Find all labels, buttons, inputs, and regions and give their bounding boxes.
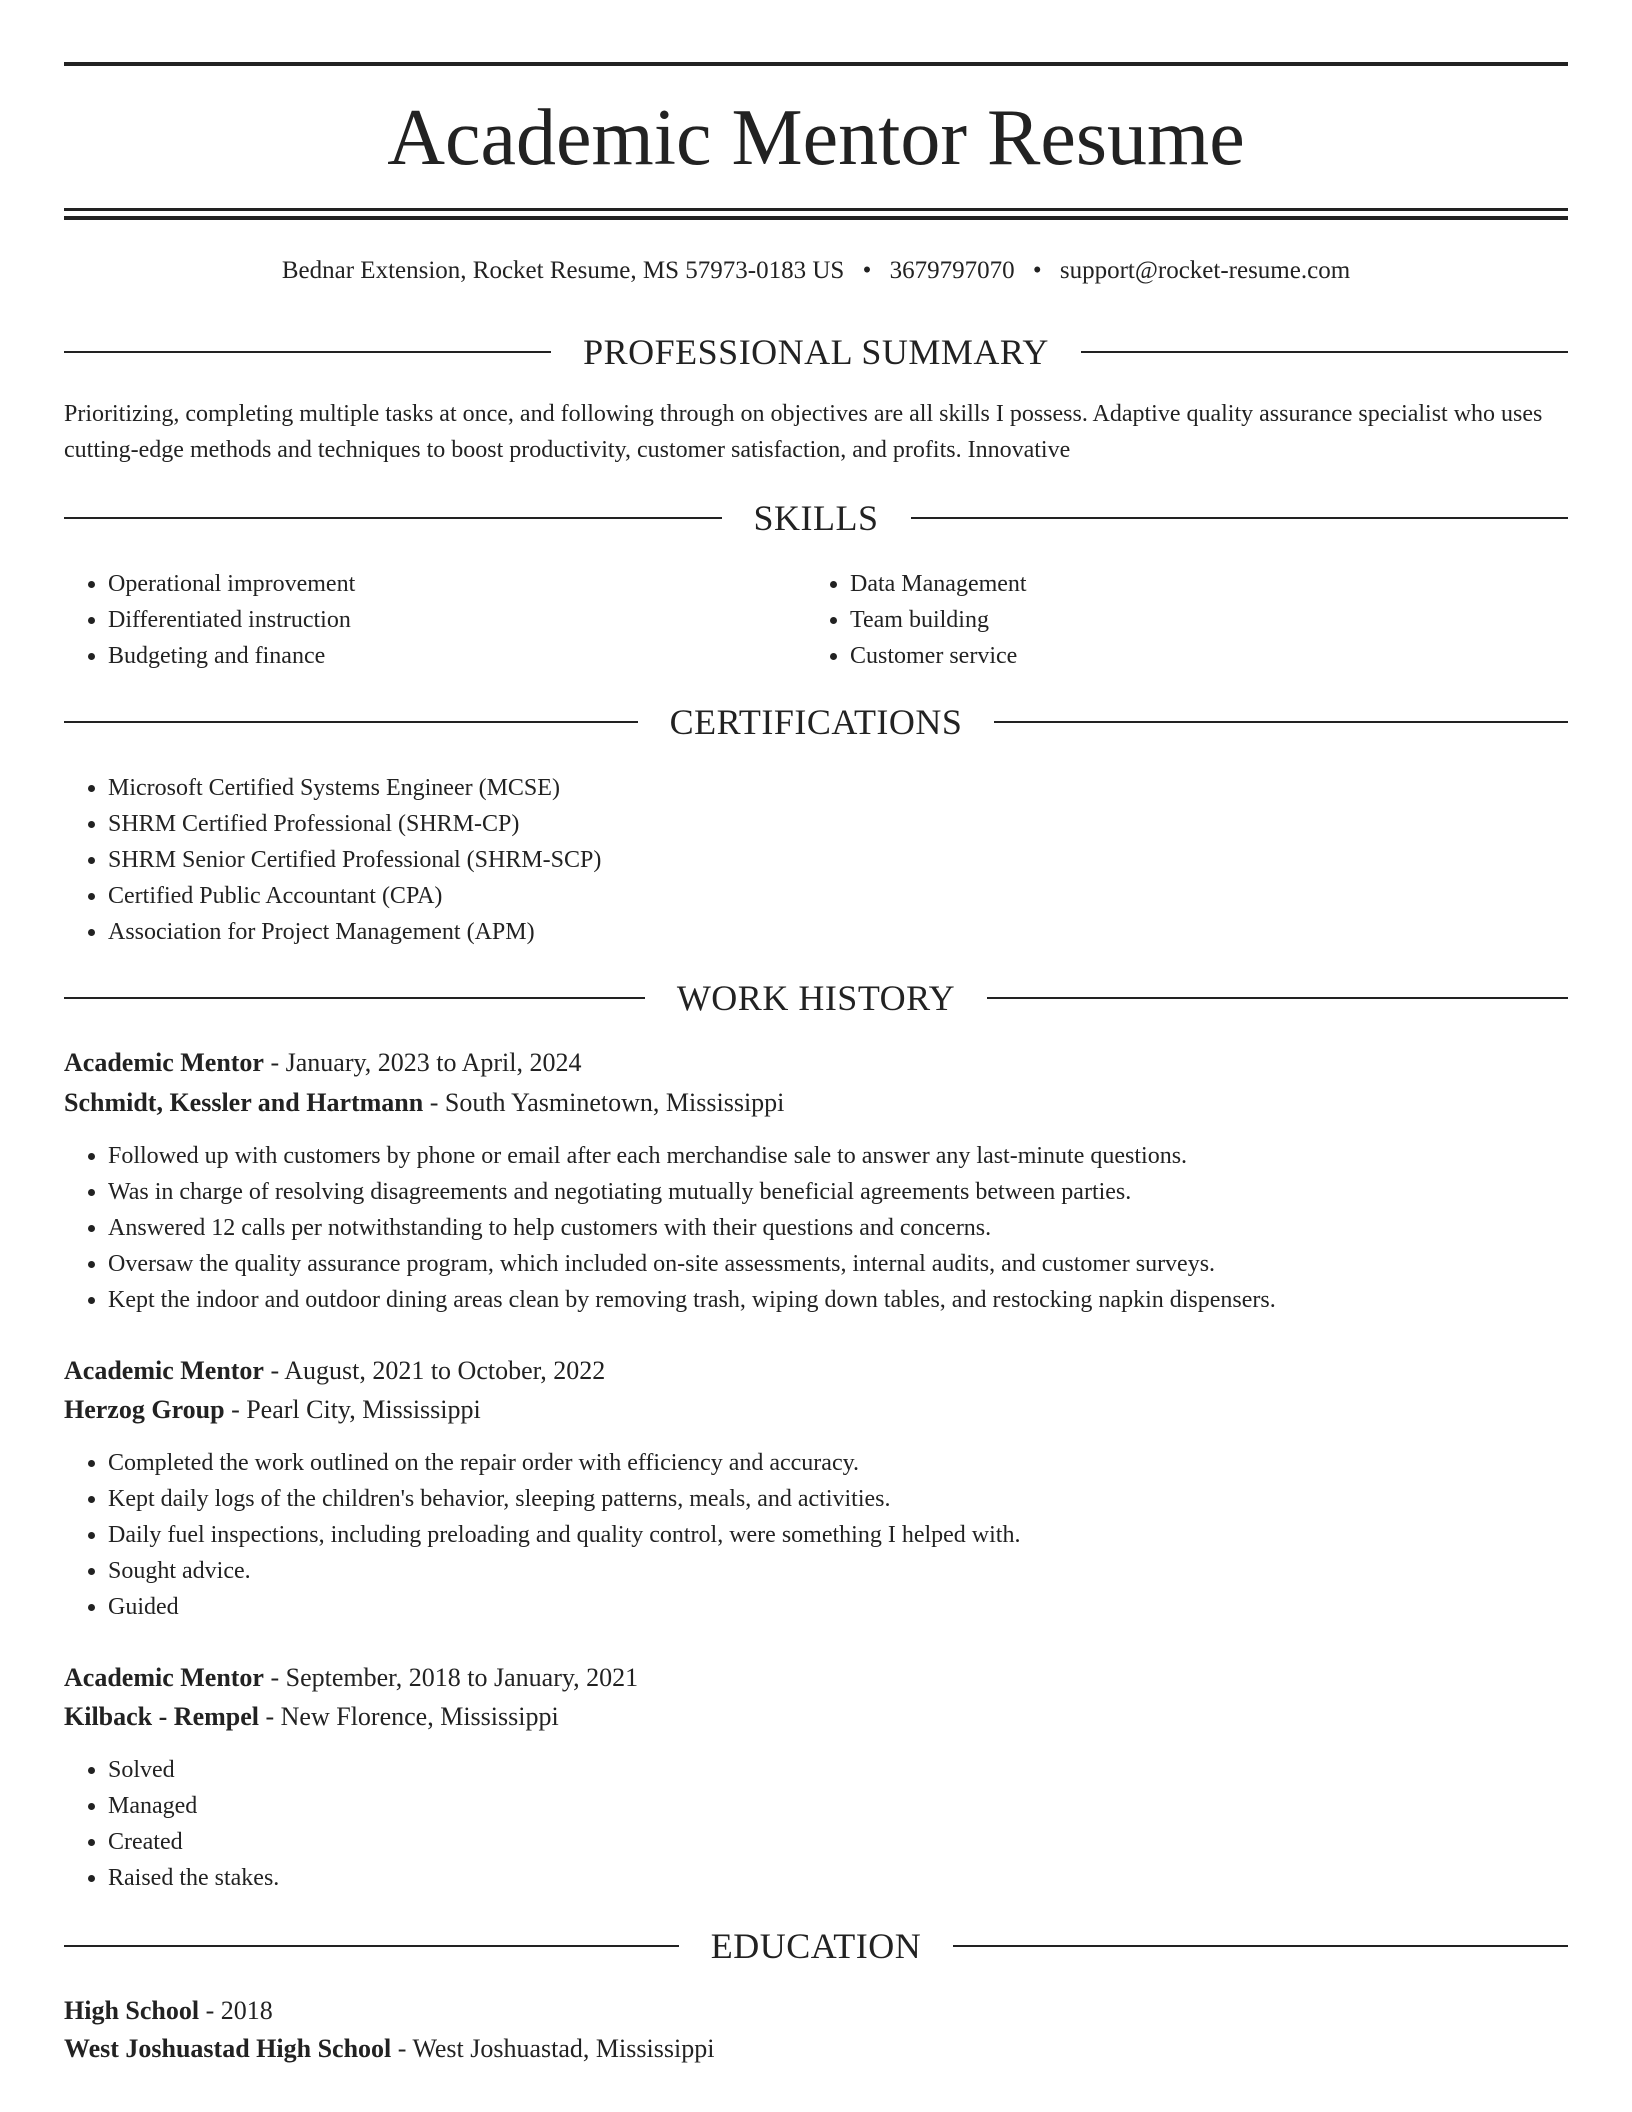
- job-location: - New Florence, Mississippi: [259, 1702, 559, 1731]
- contact-phone: 3679797070: [889, 257, 1015, 284]
- job-company: Herzog Group: [64, 1395, 225, 1424]
- job-bullet: • Completed the work outlined on the repair order with efficiency and accuracy.: [108, 1445, 1568, 1481]
- skill-item: • Operational improvement: [108, 566, 808, 602]
- job-company-line: [64, 1084, 1568, 1122]
- heading-rule: [1081, 351, 1568, 353]
- skills-heading: [64, 496, 1568, 540]
- job-bullet: • Daily fuel inspections, including preloading and quality control, were something I helped with.: [108, 1517, 1568, 1553]
- job-title: Academic Mentor: [64, 1663, 264, 1692]
- heading-rule: [64, 517, 722, 519]
- education-degree: High School: [64, 1996, 200, 2025]
- skill-item: • Data Management: [850, 566, 1550, 602]
- job-location: - Pearl City, Mississippi: [224, 1395, 481, 1424]
- skills-list-right: [806, 566, 1550, 674]
- job-bullet: • Oversaw the quality assurance program, which included on-site assessments, internal audits, and customer surveys.: [108, 1246, 1568, 1282]
- contact-line: [64, 254, 1568, 288]
- job-bullet: • Managed: [108, 1788, 1568, 1824]
- title-rule-lower: [64, 216, 1568, 220]
- summary-text: Prioritizing, completing multiple tasks at once, and following through on objectives are all skills I possess. Adaptive quality assurance specialist who uses cutting-edge methods and techniques to boost productivity, customer satisfaction, and profits. Innovative: [64, 401, 1543, 463]
- job-title-line: [64, 1044, 1568, 1082]
- job-bullet: • Created: [108, 1824, 1568, 1860]
- education-school: West Joshuastad High School: [64, 2034, 392, 2063]
- job-bullet: • Was in charge of resolving disagreements and negotiating mutually beneficial agreements between parties.: [108, 1174, 1568, 1210]
- contact-address: Bednar Extension, Rocket Resume, MS 57973-0183 US: [281, 257, 845, 284]
- education-school-line: [64, 2030, 1568, 2068]
- heading-rule: [64, 997, 645, 999]
- heading-rule: [64, 351, 551, 353]
- certification-item: • Association for Project Management (APM): [108, 914, 1568, 950]
- job-title-line: [64, 1659, 1568, 1697]
- summary-heading: [64, 330, 1568, 374]
- job-dates: - January, 2023 to April, 2024: [263, 1048, 582, 1077]
- job-company: Kilback - Rempel: [64, 1702, 259, 1731]
- job-bullets: [64, 1752, 1568, 1896]
- certification-item: • Microsoft Certified Systems Engineer (MCSE): [108, 770, 1568, 806]
- certifications-heading-text: CERTIFICATIONS: [669, 702, 963, 742]
- job-company-line: [64, 1391, 1568, 1429]
- job-title: Academic Mentor: [64, 1356, 264, 1385]
- education-degree-line: [64, 1992, 1568, 2030]
- job-bullet: • Followed up with customers by phone or email after each merchandise sale to answer any last-minute questions.: [108, 1138, 1568, 1174]
- education-year: - 2018: [199, 1996, 273, 2025]
- job-bullets: [64, 1445, 1568, 1625]
- summary-heading-text: PROFESSIONAL SUMMARY: [583, 332, 1049, 372]
- education-heading-text: EDUCATION: [710, 1926, 922, 1966]
- job-company: Schmidt, Kessler and Hartmann: [64, 1088, 424, 1117]
- certification-item: • SHRM Senior Certified Professional (SHRM-SCP): [108, 842, 1568, 878]
- job-bullet: • Raised the stakes.: [108, 1860, 1568, 1896]
- work-heading-text: WORK HISTORY: [676, 978, 956, 1018]
- certification-item: • SHRM Certified Professional (SHRM-CP): [108, 806, 1568, 842]
- job-bullet: • Answered 12 calls per notwithstanding to help customers with their questions and concerns.: [108, 1210, 1568, 1246]
- job-bullet: • Kept the indoor and outdoor dining areas clean by removing trash, wiping down tables, and restocking napkin dispensers.: [108, 1282, 1568, 1318]
- skill-item: • Team building: [850, 602, 1550, 638]
- skill-item: • Budgeting and finance: [108, 638, 808, 674]
- skill-item: • Differentiated instruction: [108, 602, 808, 638]
- skills-heading-text: SKILLS: [753, 498, 879, 538]
- job-company-line: [64, 1698, 1568, 1736]
- job-bullet: • Kept daily logs of the children's behavior, sleeping patterns, meals, and activities.: [108, 1481, 1568, 1517]
- job-bullets: [64, 1138, 1568, 1318]
- education-heading: [64, 1924, 1568, 1968]
- heading-rule: [987, 997, 1568, 999]
- skills-list-left: [64, 566, 808, 674]
- heading-rule: [994, 721, 1568, 723]
- heading-rule: [911, 517, 1569, 519]
- job-title: Academic Mentor: [64, 1048, 264, 1077]
- job-bullet: • Guided: [108, 1589, 1568, 1625]
- title-rule-upper: [64, 208, 1568, 211]
- resume-title: Academic Mentor Resume: [387, 94, 1245, 182]
- job-bullet: • Sought advice.: [108, 1553, 1568, 1589]
- contact-email: support@rocket-resume.com: [1059, 257, 1351, 284]
- heading-rule: [64, 721, 638, 723]
- skill-item: • Customer service: [850, 638, 1550, 674]
- heading-rule: [953, 1945, 1568, 1947]
- job-title-line: [64, 1352, 1568, 1390]
- work-heading: [64, 976, 1568, 1020]
- contact-separator: •: [1032, 257, 1042, 284]
- top-rule: [64, 62, 1568, 66]
- certifications-list: [64, 770, 1568, 950]
- heading-rule: [64, 1945, 679, 1947]
- job-dates: - August, 2021 to October, 2022: [263, 1356, 606, 1385]
- job-location: - South Yasminetown, Mississippi: [423, 1088, 785, 1117]
- contact-separator: •: [862, 257, 872, 284]
- certification-item: • Certified Public Accountant (CPA): [108, 878, 1568, 914]
- certifications-heading: [64, 700, 1568, 744]
- job-dates: - September, 2018 to January, 2021: [263, 1663, 639, 1692]
- education-location: - West Joshuastad, Mississippi: [391, 2034, 715, 2063]
- job-bullet: • Solved: [108, 1752, 1568, 1788]
